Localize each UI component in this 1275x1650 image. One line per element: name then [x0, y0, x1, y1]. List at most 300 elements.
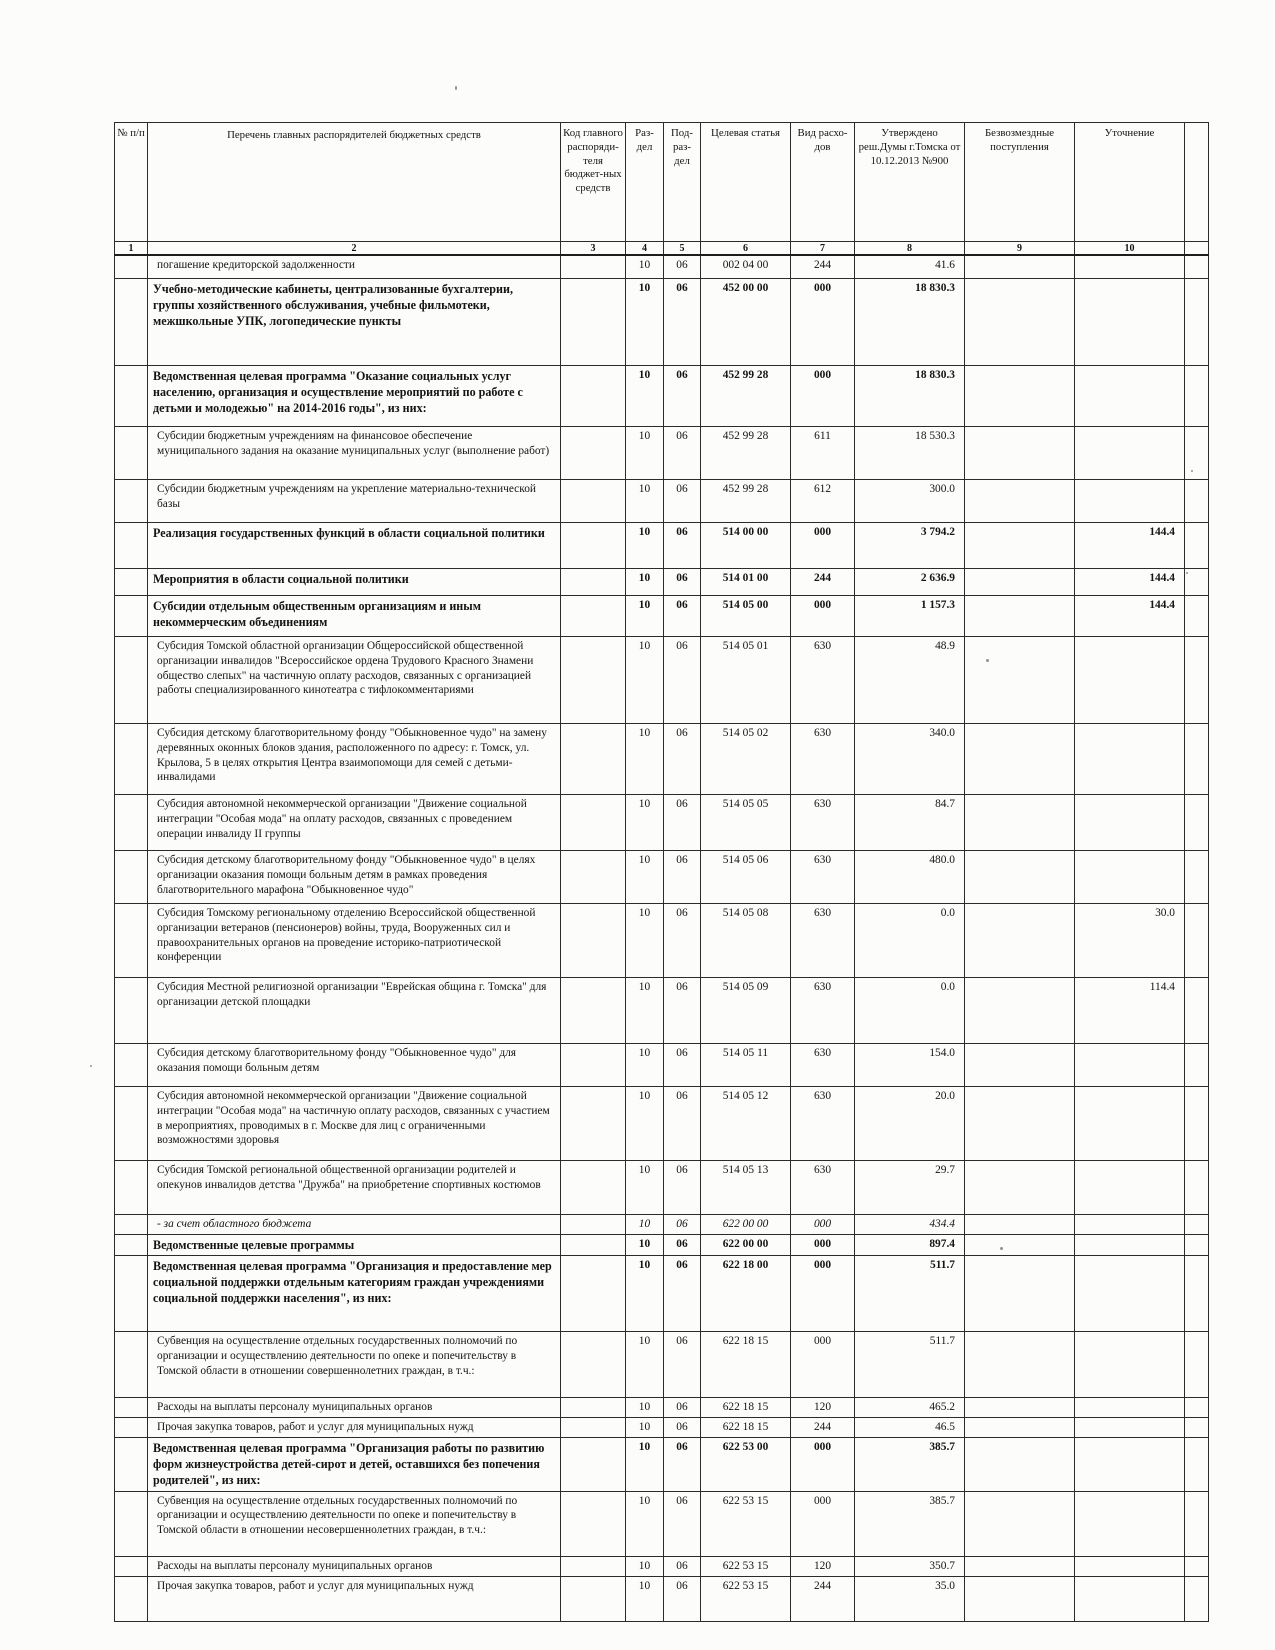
tail-cell	[1185, 1087, 1209, 1161]
column-header-tail	[1185, 123, 1209, 242]
no-cell	[115, 523, 148, 569]
code-cell	[561, 1332, 626, 1398]
adjustment-cell	[1075, 795, 1185, 851]
gratuitous-cell	[965, 1256, 1075, 1332]
podrazdel-cell: 06	[664, 1087, 701, 1161]
podrazdel-cell: 06	[664, 427, 701, 480]
table-row	[115, 851, 1209, 904]
code-cell	[561, 366, 626, 427]
approved-cell: 3 794.2	[855, 523, 965, 569]
vid-cell: 630	[791, 1044, 855, 1087]
approved-cell: 18 530.3	[855, 427, 965, 480]
razdel-cell: 10	[626, 480, 664, 523]
table-row	[115, 255, 1209, 279]
article-cell: 622 18 15	[701, 1398, 791, 1418]
no-cell	[115, 851, 148, 904]
code-cell	[561, 279, 626, 366]
name-cell: Субсидии отдельным общественным организациям и иным некоммерческим объединениям	[148, 596, 561, 637]
column-number: 3	[561, 242, 626, 256]
article-cell: 452 99 28	[701, 366, 791, 427]
table-row	[115, 427, 1209, 480]
name-cell: Расходы на выплаты персоналу муниципальных органов	[148, 1556, 561, 1576]
name-cell: Субсидии бюджетным учреждениям на финансовое обеспечение муниципального задания на оказание муниципальных услуг (выполнение работ)	[148, 427, 561, 480]
podrazdel-cell: 06	[664, 978, 701, 1044]
vid-cell: 244	[791, 569, 855, 596]
adjustment-cell	[1075, 851, 1185, 904]
podrazdel-cell: 06	[664, 523, 701, 569]
tail-cell	[1185, 637, 1209, 724]
column-number: 2	[148, 242, 561, 256]
code-cell	[561, 1556, 626, 1576]
article-cell: 514 05 06	[701, 851, 791, 904]
approved-cell: 465.2	[855, 1398, 965, 1418]
adjustment-cell	[1075, 279, 1185, 366]
code-cell	[561, 1418, 626, 1438]
adjustment-cell	[1075, 1398, 1185, 1418]
no-cell	[115, 1234, 148, 1255]
gratuitous-cell	[965, 1044, 1075, 1087]
vid-cell: 000	[791, 596, 855, 637]
name-cell: - за счет областного бюджета	[148, 1215, 561, 1235]
vid-cell: 000	[791, 1215, 855, 1235]
article-cell: 514 01 00	[701, 569, 791, 596]
no-cell	[115, 480, 148, 523]
name-cell: погашение кредиторской задолженности	[148, 255, 561, 279]
vid-cell: 244	[791, 1576, 855, 1621]
code-cell	[561, 427, 626, 480]
table-row	[115, 279, 1209, 366]
table-row	[115, 724, 1209, 795]
podrazdel-cell: 06	[664, 1576, 701, 1621]
name-cell: Ведомственная целевая программа "Оказание социальных услуг населению, организация и осуществление мероприятий по работе с детьми и молодежью" на 2014-2016 годы", из них:	[148, 366, 561, 427]
razdel-cell: 10	[626, 1161, 664, 1215]
razdel-cell: 10	[626, 1234, 664, 1255]
column-header-gratuitous: Безвозмездные поступления	[965, 123, 1075, 242]
name-cell: Субсидия Томской областной организации Общероссийской общественной организации инвалидов "Всероссийское ордена Трудового Красного Знамени общество слепых" на частичную оплату расходов, связанных с организацией работы специализированного кинотеатра с тифлокомментариями	[148, 637, 561, 724]
no-cell	[115, 255, 148, 279]
approved-cell: 480.0	[855, 851, 965, 904]
podrazdel-cell: 06	[664, 1398, 701, 1418]
vid-cell: 120	[791, 1398, 855, 1418]
gratuitous-cell	[965, 637, 1075, 724]
name-cell: Субсидия автономной некоммерческой организации "Движение социальной интеграции "Особая мода" на оплату расходов, связанных с проведением операции инвалиду II группы	[148, 795, 561, 851]
no-cell	[115, 1398, 148, 1418]
razdel-cell: 10	[626, 1398, 664, 1418]
podrazdel-cell: 06	[664, 279, 701, 366]
budget-table	[114, 122, 1209, 1622]
article-cell: 514 05 11	[701, 1044, 791, 1087]
no-cell	[115, 1576, 148, 1621]
code-cell	[561, 523, 626, 569]
approved-cell: 46.5	[855, 1418, 965, 1438]
gratuitous-cell	[965, 1491, 1075, 1556]
code-cell	[561, 255, 626, 279]
approved-cell: 29.7	[855, 1161, 965, 1215]
razdel-cell: 10	[626, 1044, 664, 1087]
no-cell	[115, 1215, 148, 1235]
gratuitous-cell	[965, 1332, 1075, 1398]
podrazdel-cell: 06	[664, 366, 701, 427]
razdel-cell: 10	[626, 724, 664, 795]
table-row	[115, 1044, 1209, 1087]
table-row	[115, 1556, 1209, 1576]
tail-cell	[1185, 978, 1209, 1044]
article-cell: 514 05 02	[701, 724, 791, 795]
gratuitous-cell	[965, 427, 1075, 480]
razdel-cell: 10	[626, 1215, 664, 1235]
adjustment-cell	[1075, 1556, 1185, 1576]
podrazdel-cell: 06	[664, 637, 701, 724]
column-header-razdel: Раз-дел	[626, 123, 664, 242]
no-cell	[115, 279, 148, 366]
table-row	[115, 637, 1209, 724]
adjustment-cell: 144.4	[1075, 523, 1185, 569]
tail-cell	[1185, 1234, 1209, 1255]
code-cell	[561, 1438, 626, 1492]
article-cell: 514 05 01	[701, 637, 791, 724]
vid-cell: 630	[791, 904, 855, 978]
name-cell: Прочая закупка товаров, работ и услуг для муниципальных нужд	[148, 1576, 561, 1621]
approved-cell: 1 157.3	[855, 596, 965, 637]
adjustment-cell: 144.4	[1075, 569, 1185, 596]
column-number: 6	[701, 242, 791, 256]
razdel-cell: 10	[626, 1332, 664, 1398]
razdel-cell: 10	[626, 366, 664, 427]
approved-cell: 41.6	[855, 255, 965, 279]
vid-cell: 000	[791, 1438, 855, 1492]
vid-cell: 000	[791, 1256, 855, 1332]
column-header-vid: Вид расхо-дов	[791, 123, 855, 242]
article-cell: 514 05 09	[701, 978, 791, 1044]
no-cell	[115, 427, 148, 480]
razdel-cell: 10	[626, 596, 664, 637]
table-row	[115, 1087, 1209, 1161]
name-cell: Ведомственная целевая программа "Организация работы по развитию форм жизнеустройства детей-сирот и детей, оставшихся без попечения родителей", из них:	[148, 1438, 561, 1492]
name-cell: Субсидия автономной некоммерческой организации "Движение социальной интеграции "Особая мода" на частичную оплату расходов, связанных с участием в мероприятиях, проводимых в г. Москве для лиц с ограниченными возможностями здоровья	[148, 1087, 561, 1161]
gratuitous-cell	[965, 1161, 1075, 1215]
adjustment-cell	[1075, 637, 1185, 724]
column-header-article: Целевая статья	[701, 123, 791, 242]
approved-cell: 511.7	[855, 1256, 965, 1332]
article-cell: 002 04 00	[701, 255, 791, 279]
table-row	[115, 480, 1209, 523]
gratuitous-cell	[965, 724, 1075, 795]
vid-cell: 630	[791, 724, 855, 795]
no-cell	[115, 1332, 148, 1398]
no-cell	[115, 1438, 148, 1492]
tail-cell	[1185, 596, 1209, 637]
adjustment-cell	[1075, 1576, 1185, 1621]
column-header-podrazdel: Под-раз-дел	[664, 123, 701, 242]
adjustment-cell	[1075, 1438, 1185, 1492]
tail-cell	[1185, 1491, 1209, 1556]
gratuitous-cell	[965, 279, 1075, 366]
article-cell: 622 00 00	[701, 1215, 791, 1235]
column-header-no: № п/п	[115, 123, 148, 242]
podrazdel-cell: 06	[664, 480, 701, 523]
adjustment-cell	[1075, 1418, 1185, 1438]
table-row	[115, 1161, 1209, 1215]
tail-cell	[1185, 1398, 1209, 1418]
table-row	[115, 1256, 1209, 1332]
code-cell	[561, 1256, 626, 1332]
column-number: 10	[1075, 242, 1185, 256]
no-cell	[115, 904, 148, 978]
vid-cell: 630	[791, 978, 855, 1044]
adjustment-cell	[1075, 1087, 1185, 1161]
name-cell: Субсидия Томскому региональному отделению Всероссийской общественной организации ветеранов (пенсионеров) войны, труда, Вооруженных сил и правоохранительных органов на проведение историко-патриотической конференции	[148, 904, 561, 978]
tail-cell	[1185, 255, 1209, 279]
name-cell: Субсидия детскому благотворительному фонду "Обыкновенное чудо" на замену деревянных оконных блоков здания, расположенного по адресу: г. Томск, ул. Крылова, 5 в целях открытия Центра взаимопомощи для семей с детьми-инвалидами	[148, 724, 561, 795]
razdel-cell: 10	[626, 1576, 664, 1621]
code-cell	[561, 978, 626, 1044]
podrazdel-cell: 06	[664, 904, 701, 978]
table-row	[115, 795, 1209, 851]
gratuitous-cell	[965, 366, 1075, 427]
gratuitous-cell	[965, 795, 1075, 851]
tail-cell	[1185, 427, 1209, 480]
adjustment-cell	[1075, 1161, 1185, 1215]
podrazdel-cell: 06	[664, 569, 701, 596]
table-row	[115, 1418, 1209, 1438]
tail-cell	[1185, 1418, 1209, 1438]
podrazdel-cell: 06	[664, 1256, 701, 1332]
approved-cell: 897.4	[855, 1234, 965, 1255]
razdel-cell: 10	[626, 637, 664, 724]
razdel-cell: 10	[626, 279, 664, 366]
article-cell: 452 99 28	[701, 427, 791, 480]
name-cell: Мероприятия в области социальной политики	[148, 569, 561, 596]
approved-cell: 20.0	[855, 1087, 965, 1161]
vid-cell: 630	[791, 1161, 855, 1215]
name-cell: Субвенция на осуществление отдельных государственных полномочий по организации и осуществлению деятельности по опеке и попечительству в Томской области в отношении несовершеннолетних граждан, в т.ч.:	[148, 1491, 561, 1556]
tail-cell	[1185, 366, 1209, 427]
podrazdel-cell: 06	[664, 596, 701, 637]
article-cell: 622 18 15	[701, 1332, 791, 1398]
no-cell	[115, 1161, 148, 1215]
table-row	[115, 1215, 1209, 1235]
adjustment-cell: 114.4	[1075, 978, 1185, 1044]
code-cell	[561, 1161, 626, 1215]
tail-cell	[1185, 279, 1209, 366]
tail-cell	[1185, 1161, 1209, 1215]
article-cell: 622 53 15	[701, 1491, 791, 1556]
article-cell: 622 00 00	[701, 1234, 791, 1255]
approved-cell: 154.0	[855, 1044, 965, 1087]
name-cell: Реализация государственных функций в области социальной политики	[148, 523, 561, 569]
name-cell: Прочая закупка товаров, работ и услуг для муниципальных нужд	[148, 1418, 561, 1438]
tail-cell	[1185, 569, 1209, 596]
vid-cell: 611	[791, 427, 855, 480]
approved-cell: 35.0	[855, 1576, 965, 1621]
article-cell: 514 05 08	[701, 904, 791, 978]
gratuitous-cell	[965, 1576, 1075, 1621]
approved-cell: 18 830.3	[855, 279, 965, 366]
name-cell: Субсидия детскому благотворительному фонду "Обыкновенное чудо" в целях организации оказания помощи больным детям в рамках проведения благотворительного марафона "Обыкновенное чудо"	[148, 851, 561, 904]
no-cell	[115, 1044, 148, 1087]
adjustment-cell	[1075, 366, 1185, 427]
column-number: 5	[664, 242, 701, 256]
table-row	[115, 1491, 1209, 1556]
tail-cell	[1185, 851, 1209, 904]
vid-cell: 244	[791, 1418, 855, 1438]
no-cell	[115, 1087, 148, 1161]
podrazdel-cell: 06	[664, 1215, 701, 1235]
gratuitous-cell	[965, 596, 1075, 637]
razdel-cell: 10	[626, 978, 664, 1044]
table-row	[115, 1438, 1209, 1492]
approved-cell: 48.9	[855, 637, 965, 724]
vid-cell: 612	[791, 480, 855, 523]
code-cell	[561, 596, 626, 637]
podrazdel-cell: 06	[664, 1491, 701, 1556]
code-cell	[561, 1491, 626, 1556]
podrazdel-cell: 06	[664, 255, 701, 279]
table-row	[115, 569, 1209, 596]
podrazdel-cell: 06	[664, 1438, 701, 1492]
article-cell: 514 00 00	[701, 523, 791, 569]
razdel-cell: 10	[626, 255, 664, 279]
tail-cell	[1185, 724, 1209, 795]
tail-cell	[1185, 480, 1209, 523]
razdel-cell: 10	[626, 1556, 664, 1576]
podrazdel-cell: 06	[664, 1044, 701, 1087]
name-cell: Субсидия Томской региональной общественной организации родителей и опекунов инвалидов детства "Дружба" на приобретение спортивных костюмов	[148, 1161, 561, 1215]
gratuitous-cell	[965, 1418, 1075, 1438]
tail-cell	[1185, 1256, 1209, 1332]
razdel-cell: 10	[626, 523, 664, 569]
gratuitous-cell	[965, 1234, 1075, 1255]
vid-cell: 630	[791, 1087, 855, 1161]
adjustment-cell	[1075, 1256, 1185, 1332]
column-header-adjustment: Уточнение	[1075, 123, 1185, 242]
tail-cell	[1185, 904, 1209, 978]
tail-cell	[1185, 1215, 1209, 1235]
column-header-code: Код главного распоряди-теля бюджет-ных средств	[561, 123, 626, 242]
razdel-cell: 10	[626, 1256, 664, 1332]
column-header-approved: Утверждено реш.Думы г.Томска от 10.12.2013 №900	[855, 123, 965, 242]
adjustment-cell	[1075, 1215, 1185, 1235]
gratuitous-cell	[965, 1556, 1075, 1576]
table-row	[115, 523, 1209, 569]
article-cell: 622 53 00	[701, 1438, 791, 1492]
name-cell: Расходы на выплаты персоналу муниципальных органов	[148, 1398, 561, 1418]
razdel-cell: 10	[626, 904, 664, 978]
table-body	[115, 255, 1209, 1621]
no-cell	[115, 596, 148, 637]
no-cell	[115, 366, 148, 427]
table-row	[115, 1398, 1209, 1418]
gratuitous-cell	[965, 851, 1075, 904]
approved-cell: 434.4	[855, 1215, 965, 1235]
code-cell	[561, 1215, 626, 1235]
table-row	[115, 978, 1209, 1044]
article-cell: 622 53 15	[701, 1576, 791, 1621]
code-cell	[561, 851, 626, 904]
table-header	[115, 123, 1209, 256]
adjustment-cell	[1075, 427, 1185, 480]
name-cell: Ведомственная целевая программа "Организация и предоставление мер социальной поддержки отдельным категориям граждан учреждениями социальной поддержки населения", из них:	[148, 1256, 561, 1332]
article-cell: 622 18 15	[701, 1418, 791, 1438]
approved-cell: 350.7	[855, 1556, 965, 1576]
name-cell: Субсидия Местной религиозной организации "Еврейская община г. Томска" для организации детской площадки	[148, 978, 561, 1044]
code-cell	[561, 1576, 626, 1621]
no-cell	[115, 724, 148, 795]
vid-cell: 244	[791, 255, 855, 279]
gratuitous-cell	[965, 523, 1075, 569]
approved-cell: 385.7	[855, 1491, 965, 1556]
tail-cell	[1185, 523, 1209, 569]
article-cell: 514 05 00	[701, 596, 791, 637]
code-cell	[561, 904, 626, 978]
vid-cell: 630	[791, 795, 855, 851]
name-cell: Ведомственные целевые программы	[148, 1234, 561, 1255]
table-row	[115, 366, 1209, 427]
code-cell	[561, 1044, 626, 1087]
article-cell: 452 99 28	[701, 480, 791, 523]
podrazdel-cell: 06	[664, 1332, 701, 1398]
tail-cell	[1185, 795, 1209, 851]
table-row	[115, 904, 1209, 978]
column-number: 1	[115, 242, 148, 256]
adjustment-cell: 30.0	[1075, 904, 1185, 978]
adjustment-cell	[1075, 724, 1185, 795]
article-cell: 514 05 13	[701, 1161, 791, 1215]
article-cell: 452 00 00	[701, 279, 791, 366]
vid-cell: 000	[791, 366, 855, 427]
no-cell	[115, 795, 148, 851]
vid-cell: 000	[791, 1234, 855, 1255]
code-cell	[561, 1087, 626, 1161]
no-cell	[115, 1418, 148, 1438]
no-cell	[115, 1556, 148, 1576]
table-row	[115, 1332, 1209, 1398]
adjustment-cell	[1075, 1332, 1185, 1398]
gratuitous-cell	[965, 255, 1075, 279]
podrazdel-cell: 06	[664, 1161, 701, 1215]
gratuitous-cell	[965, 904, 1075, 978]
column-number: 8	[855, 242, 965, 256]
approved-cell: 84.7	[855, 795, 965, 851]
column-number: 4	[626, 242, 664, 256]
article-cell: 622 53 15	[701, 1556, 791, 1576]
razdel-cell: 10	[626, 427, 664, 480]
name-cell: Субвенция на осуществление отдельных государственных полномочий по организации и осуществлению деятельности по опеке и попечительству в Томской области в отношении совершеннолетних граждан, в т.ч.:	[148, 1332, 561, 1398]
approved-cell: 511.7	[855, 1332, 965, 1398]
code-cell	[561, 480, 626, 523]
code-cell	[561, 1398, 626, 1418]
adjustment-cell: 144.4	[1075, 596, 1185, 637]
gratuitous-cell	[965, 1438, 1075, 1492]
vid-cell: 000	[791, 1332, 855, 1398]
razdel-cell: 10	[626, 795, 664, 851]
podrazdel-cell: 06	[664, 1234, 701, 1255]
gratuitous-cell	[965, 569, 1075, 596]
tail-cell	[1185, 1556, 1209, 1576]
razdel-cell: 10	[626, 569, 664, 596]
column-number	[1185, 242, 1209, 256]
gratuitous-cell	[965, 1087, 1075, 1161]
approved-cell: 340.0	[855, 724, 965, 795]
vid-cell: 630	[791, 851, 855, 904]
approved-cell: 385.7	[855, 1438, 965, 1492]
tail-cell	[1185, 1332, 1209, 1398]
table-row	[115, 596, 1209, 637]
code-cell	[561, 569, 626, 596]
tail-cell	[1185, 1044, 1209, 1087]
no-cell	[115, 978, 148, 1044]
code-cell	[561, 795, 626, 851]
